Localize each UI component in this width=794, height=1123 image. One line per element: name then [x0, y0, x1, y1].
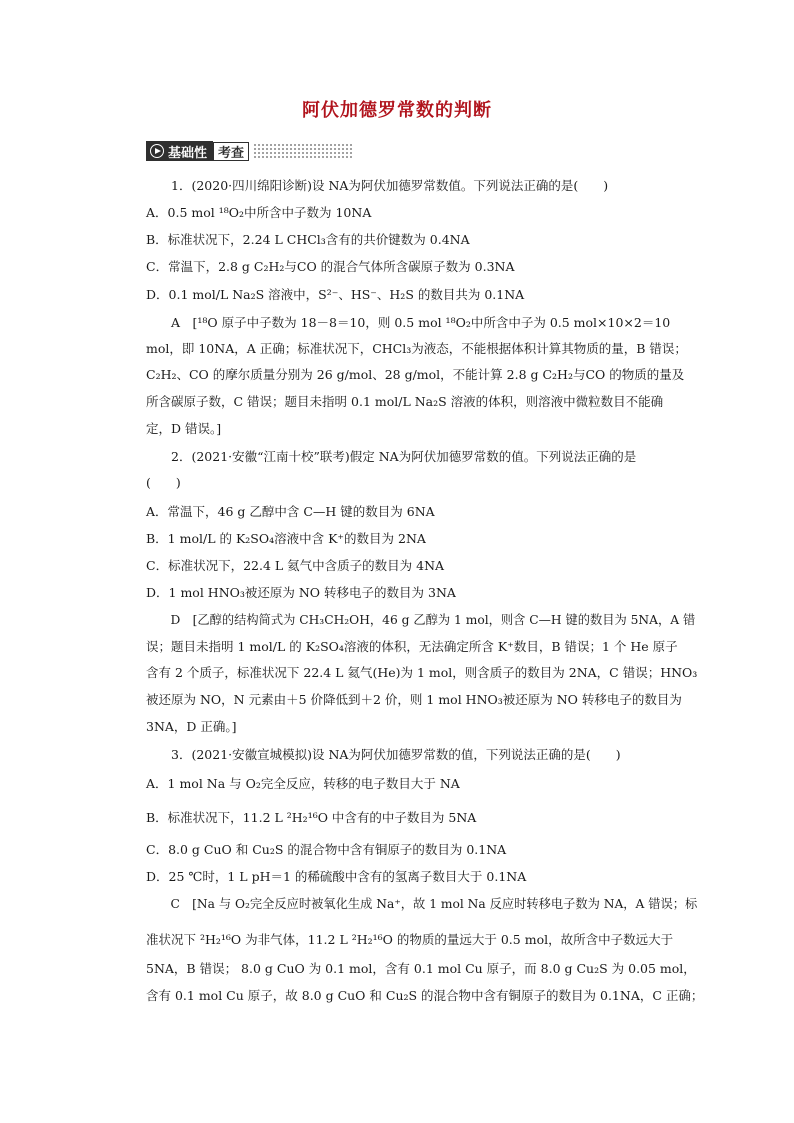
- q3-explanation-line: 含有 0.1 mol Cu 原子，故 8.0 g CuO 和 Cu₂S 的混合物中含有铜原子的数目为 0.1NA，C 正确；: [146, 988, 704, 1003]
- q1-option-a: A．0.5 mol ¹⁸O₂中所含中子数为 10NA: [146, 205, 372, 220]
- q3-option-c: C．8.0 g CuO 和 Cu₂S 的混合物中含有铜原子的数目为 0.1NA: [146, 842, 507, 857]
- q1-option-b: B．标准状况下，2.24 L CHCl₃含有的共价键数为 0.4NA: [146, 232, 470, 247]
- q2-explanation-line: 3NA，D 正确。]: [146, 719, 237, 734]
- q3-explanation-line: C [Na 与 O₂完全反应时被氧化生成 Na⁺，故 1 mol Na 反应时转移电子数为 NA，A 错误；标: [170, 897, 698, 911]
- q1-stem: 1．(2020·四川绵阳诊断)设 NA为阿伏加德罗常数值。下列说法正确的是( ): [171, 178, 609, 193]
- q2-option-a: A．常温下，46 g 乙醇中含 C—H 键的数目为 6NA: [146, 504, 435, 519]
- q1-option-d: D．0.1 mol/L Na₂S 溶液中，S²⁻、HS⁻、H₂S 的数目共为 0.1NA: [146, 287, 525, 302]
- page-title: 阿伏加德罗常数的判断: [302, 100, 492, 121]
- q1-explanation-line: 所含碳原子数，C 错误；题目未指明 0.1 mol/L Na₂S 溶液的体积，则溶液中微粒数目不能确: [146, 394, 664, 409]
- q3-stem: 3．(2021·安徽宣城模拟)设 NA为阿伏加德罗常数的值，下列说法正确的是( ): [171, 747, 621, 762]
- q2-stem-cont: ( ): [146, 475, 181, 490]
- q2-option-b: B．1 mol/L 的 K₂SO₄溶液中含 K⁺的数目为 2NA: [146, 531, 426, 546]
- play-icon: [150, 144, 164, 158]
- q2-explanation-line: 被还原为 NO，N 元素由＋5 价降低到＋2 价，则 1 mol HNO₃被还原为 NO 转移电子的数目为: [146, 692, 682, 707]
- banner-dots-decoration: [253, 143, 353, 159]
- q1-explanation-line: mol，即 10NA，A 正确；标准状况下，CHCl₃为液态，不能根据体积计算其物质的量，B 错误；: [146, 341, 687, 356]
- q1-option-c: C．常温下，2.8 g C₂H₂与CO 的混合气体所含碳原子数为 0.3NA: [146, 259, 515, 274]
- q2-stem: 2．(2021·安徽“江南十校”联考)假定 NA为阿伏加德罗常数的值。下列说法正确的是: [171, 449, 637, 464]
- banner-light-label: 考查: [213, 142, 249, 161]
- q3-option-a: A．1 mol Na 与 O₂完全反应，转移的电子数目大于 NA: [146, 776, 460, 791]
- q3-option-b: B．标准状况下，11.2 L ²H₂¹⁶O 中含有的中子数目为 5NA: [146, 810, 477, 825]
- q2-explanation-line: 含有 2 个质子，标准状况下 22.4 L 氦气(He)为 1 mol，则含质子的数目为 2NA，C 错误；HNO₃: [146, 665, 698, 680]
- q3-explanation-line: 准状况下 ²H₂¹⁶O 为非气体，11.2 L ²H₂¹⁶O 的物质的量远大于 0.5 mol，故所含中子数远大于: [146, 932, 674, 947]
- q1-explanation-line: 定，D 错误。]: [146, 421, 222, 436]
- q2-option-c: C．标准状况下，22.4 L 氦气中含质子的数目为 4NA: [146, 558, 445, 573]
- q2-option-d: D．1 mol HNO₃被还原为 NO 转移电子的数目为 3NA: [146, 585, 456, 600]
- q1-explanation-line: A [¹⁸O 原子中子数为 18－8＝10，则 0.5 mol ¹⁸O₂中所含中子为 0.5 mol×10×2＝10: [171, 315, 671, 330]
- q1-explanation-line: C₂H₂、CO 的摩尔质量分别为 26 g/mol、28 g/mol，不能计算 2.8 g C₂H₂与CO 的物质的量及: [146, 367, 685, 382]
- q2-explanation-line: 误；题目未指明 1 mol/L 的 K₂SO₄溶液的体积，无法确定所含 K⁺数目，B 错误；1 个 He 原子: [146, 639, 678, 654]
- q3-explanation-line: 5NA，B 错误； 8.0 g CuO 为 0.1 mol，含有 0.1 mol Cu 原子，而 8.0 g Cu₂S 为 0.05 mol，: [146, 961, 696, 976]
- banner-dark-label: [146, 141, 213, 161]
- section-banner: [146, 141, 353, 161]
- q2-explanation-line: D [乙醇的结构简式为 CH₃CH₂OH，46 g 乙醇为 1 mol，则含 C—H 键的数目为 5NA，A 错: [170, 613, 696, 627]
- q3-option-d: D．25 ℃时，1 L pH＝1 的稀硫酸中含有的氢离子数目大于 0.1NA: [146, 869, 527, 884]
- banner-dark-text: 基础性: [168, 145, 208, 161]
